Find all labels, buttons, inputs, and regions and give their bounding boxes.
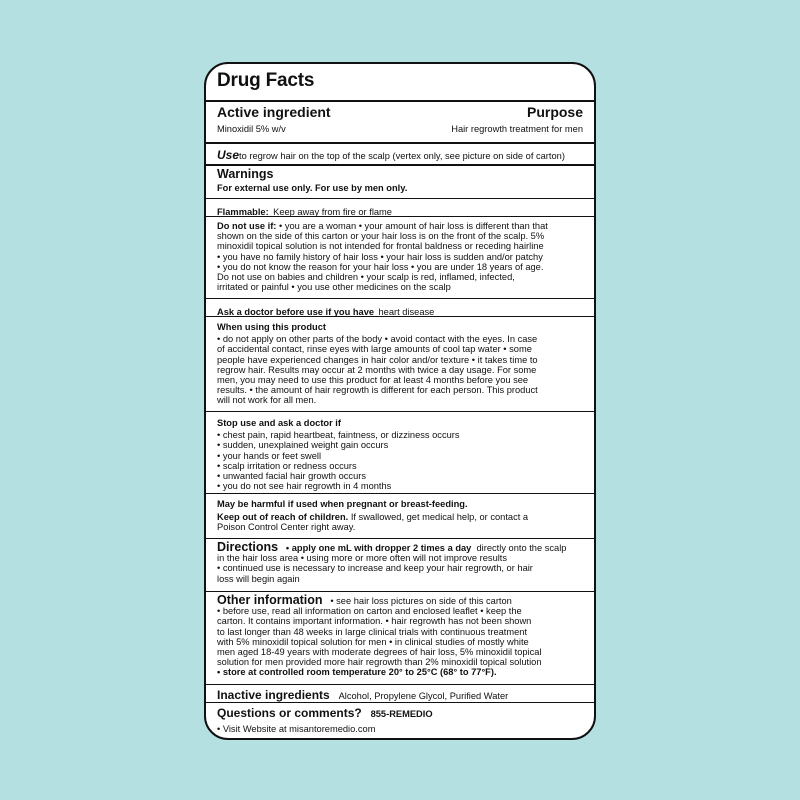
do-not-use-line: minoxidil topical solution is not intended for frontal baldness or receding hairline	[217, 241, 544, 252]
list-item: • sudden, unexplained weight gain occurs	[217, 440, 389, 451]
do-not-use-line: • you do not know the reason for your hair loss • you are under 18 years of age.	[217, 261, 544, 272]
when-using-line: results. • the amount of hair regrowth is different for each person. This product	[217, 385, 538, 396]
flammable-text: Keep away from fire or flame	[273, 207, 392, 217]
do-not-use-line: shown on the side of this carton or your hair loss is on the front of the scalp. 5%	[217, 231, 545, 242]
other-information-line: to last longer than 48 weeks in large clinical trials with continuous treatment	[217, 626, 528, 637]
storage-line: • store at controlled room temperature 20° to 25°C (68° to 77°F).	[217, 667, 497, 678]
list-item: • scalp irritation or redness occurs	[217, 460, 357, 471]
list-item: • unwanted facial hair growth occurs	[217, 471, 366, 482]
do-not-use-section	[206, 221, 594, 292]
when-using-line: regrow hair. Results may occur at 2 months with twice a day usage. For some	[217, 364, 537, 375]
keep-out-text: Poison Control Center right away.	[217, 522, 356, 533]
keep-out-text: If swallowed, get medical help, or contact a	[350, 512, 529, 523]
warnings-external-use: For external use only. For use by men only.	[217, 183, 408, 193]
when-using-line: will not work for all men.	[217, 395, 317, 406]
questions-heading: Questions or comments?	[217, 706, 362, 720]
when-using-heading: When using this product	[217, 322, 326, 332]
do-not-use-line: • you have no family history of hair loss • your hair loss is sudden and/or patchy	[217, 251, 543, 262]
divider	[206, 216, 594, 217]
directions-heading: Directions	[217, 540, 279, 554]
divider	[206, 164, 594, 166]
website-line: • Visit Website at misantoremedio.com	[217, 724, 376, 734]
inactive-ingredients-heading: Inactive ingredients	[217, 688, 330, 702]
drug-facts-title-section	[206, 70, 594, 92]
when-using-line: men, you may need to use this product for at least 4 months before you see	[217, 375, 529, 386]
purpose-value: Hair regrowth treatment for men	[451, 124, 583, 134]
other-information-line: • see hair loss pictures on side of this carton	[330, 596, 512, 606]
list-item: • you do not see hair regrowth in 4 months	[217, 481, 392, 492]
do-not-use-line: • you are a woman • your amount of hair loss is different than that	[278, 221, 548, 231]
purpose-heading: Purpose	[526, 104, 583, 120]
when-using-section	[206, 322, 594, 406]
other-information-section	[206, 595, 594, 678]
divider	[206, 100, 594, 102]
other-information-heading: Other information	[217, 593, 323, 607]
drug-facts-label	[204, 62, 596, 740]
divider	[206, 198, 594, 199]
other-information-line: carton. It contains important information. • hair regrowth has not been shown	[217, 616, 532, 627]
other-information-line: with 5% minoxidil topical solution for men • in clinical studies of mostly white	[217, 636, 529, 647]
divider	[206, 684, 594, 685]
list-item: • your hands or feet swell	[217, 450, 322, 461]
other-information-line: • before use, read all information on carton and enclosed leaflet • keep the	[217, 606, 522, 617]
do-not-use-line: irritated or painful • you use other medicines on the scalp	[217, 282, 451, 293]
active-ingredient-section	[206, 104, 594, 134]
divider	[206, 316, 594, 317]
stop-use-list	[217, 430, 583, 491]
other-information-line: solution for men provided more hair regrowth than 2% minoxidil topical solution	[217, 657, 542, 668]
directions-section	[206, 542, 594, 584]
directions-dose: • apply one mL with dropper 2 times a day	[285, 543, 472, 553]
use-heading: Use	[217, 148, 240, 162]
ask-doctor-text: heart disease	[378, 307, 435, 317]
inactive-ingredients-text: Alcohol, Propylene Glycol, Purified Water	[338, 691, 509, 701]
directions-line: • continued use is necessary to increase and keep your hair regrowth, or hair	[217, 563, 533, 574]
list-item: • chest pain, rapid heartbeat, faintness, or dizziness occurs	[217, 430, 460, 441]
divider	[206, 702, 594, 703]
directions-line: loss will begin again	[217, 573, 300, 584]
keep-out-label: Keep out of reach of children.	[217, 512, 349, 523]
warnings-heading: Warnings	[217, 167, 274, 181]
flammable-section	[206, 202, 594, 220]
divider	[206, 493, 594, 494]
pregnancy-section	[206, 499, 594, 533]
do-not-use-label: Do not use if:	[217, 221, 277, 231]
stop-use-section	[206, 418, 594, 491]
use-text: to regrow hair on the top of the scalp (vertex only, see picture on side of carton)	[239, 151, 565, 161]
other-information-line: men aged 18-49 years with moderate degrees of hair loss, 5% minoxidil topical	[217, 647, 542, 658]
flammable-label: Flammable:	[217, 207, 269, 217]
phone-number: 855-REMEDIO	[370, 709, 433, 719]
when-using-line: people have experienced changes in hair color and/or texture • it takes time to	[217, 354, 538, 365]
do-not-use-line: Do not use on babies and children • your scalp is red, inflamed, infected,	[217, 272, 515, 283]
divider	[206, 538, 594, 539]
divider	[206, 591, 594, 592]
active-ingredient-value: Minoxidil 5% w/v	[217, 124, 286, 134]
ask-doctor-section	[206, 302, 594, 320]
active-ingredient-heading: Active ingredient	[217, 104, 331, 120]
directions-text: directly onto the scalp	[476, 543, 567, 553]
pregnancy-warning: May be harmful if used when pregnant or breast-feeding.	[217, 499, 468, 509]
when-using-line: of accidental contact, rinse eyes with large amounts of cool tap water • some	[217, 344, 532, 355]
directions-line: in the hair loss area • using more or more often will not improve results	[217, 553, 508, 564]
page-title: Drug Facts	[217, 70, 315, 91]
stop-use-heading: Stop use and ask a doctor if	[217, 418, 341, 428]
warnings-section	[206, 167, 594, 193]
ask-doctor-label: Ask a doctor before use if you have	[217, 307, 375, 317]
questions-section	[206, 704, 594, 734]
use-section	[206, 146, 594, 164]
divider	[206, 142, 594, 144]
divider	[206, 298, 594, 299]
divider	[206, 411, 594, 412]
when-using-line: • do not apply on other parts of the body • avoid contact with the eyes. In case	[217, 334, 538, 345]
